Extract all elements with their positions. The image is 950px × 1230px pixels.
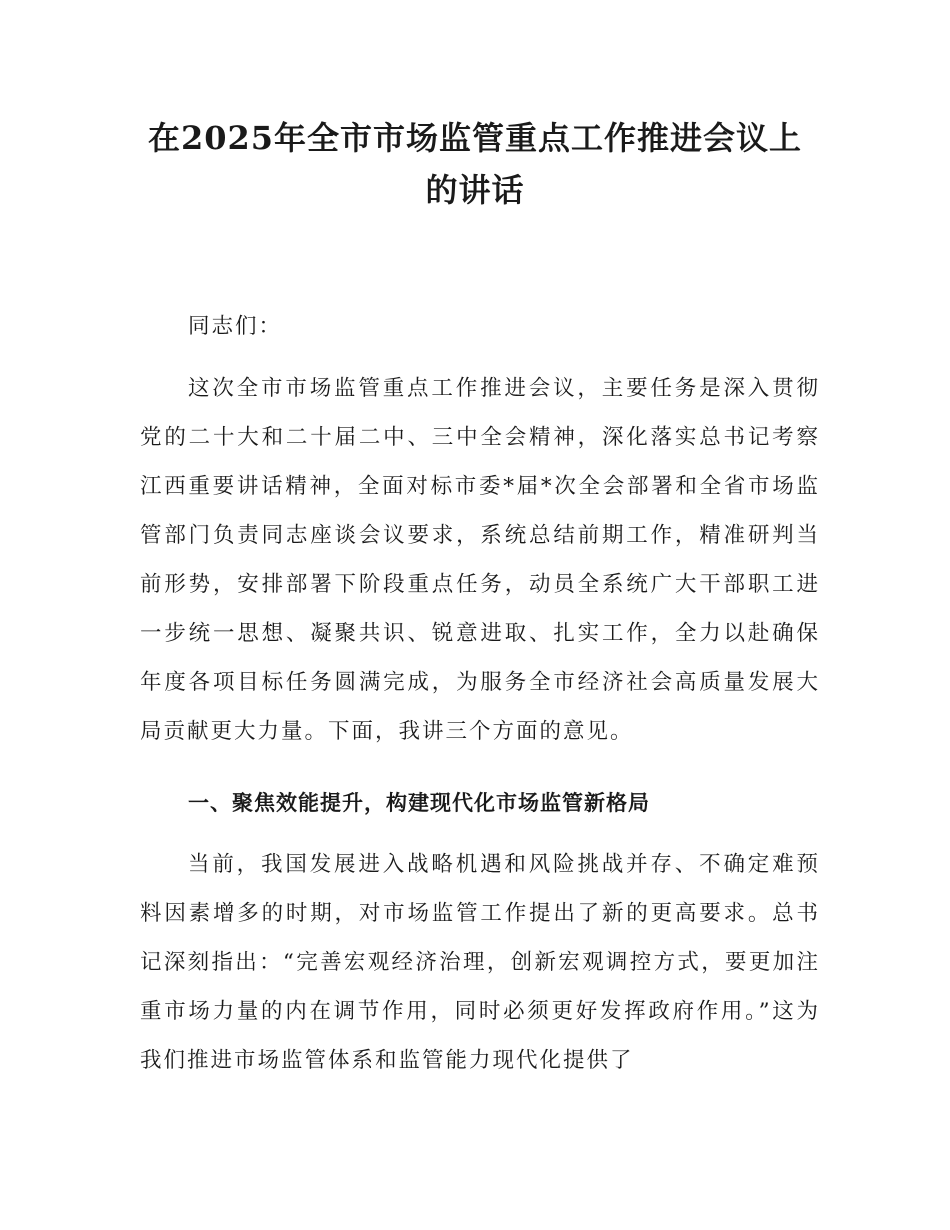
salutation: 同志们： bbox=[188, 314, 283, 339]
paragraph-intro: 这次全市市场监管重点工作推进会议，主要任务是深入贯彻党的二十大和二十届二中、三中全会精神，深化落实总书记考察江西重要讲话精神，全面对标市委*届*次全会部署和全省市场监管部门负责同志座谈会议要求，系统总结前期工作，精准研判当前形势，安排部署下阶段重点任务，动员全系统广大干部职工进一步统一思想、凝聚共识、锐意进取、扎实工作，全力以赴确保年度各项目标任务圆满完成，为服务全市经济社会高质量发展大局贡献更大力量。下面，我讲三个方面的意见。 bbox=[140, 376, 820, 744]
document-title: 在2025年全市市场监管重点工作推进会议上的讲话 bbox=[147, 119, 803, 209]
section-heading-1: 一、聚焦效能提升，构建现代化市场监管新格局 bbox=[188, 791, 650, 815]
paragraph-section-1: 当前，我国发展进入战略机遇和风险挑战并存、不确定难预料因素增多的时期，对市场监管工作提出了新的更高要求。总书记深刻指出：“完善宏观经济治理，创新宏观调控方式，要更加注重市场力量的内在调节作用，同时必须更好发挥政府作用。”这为我们推进市场监管体系和监管能力现代化提供了 bbox=[140, 852, 820, 1073]
